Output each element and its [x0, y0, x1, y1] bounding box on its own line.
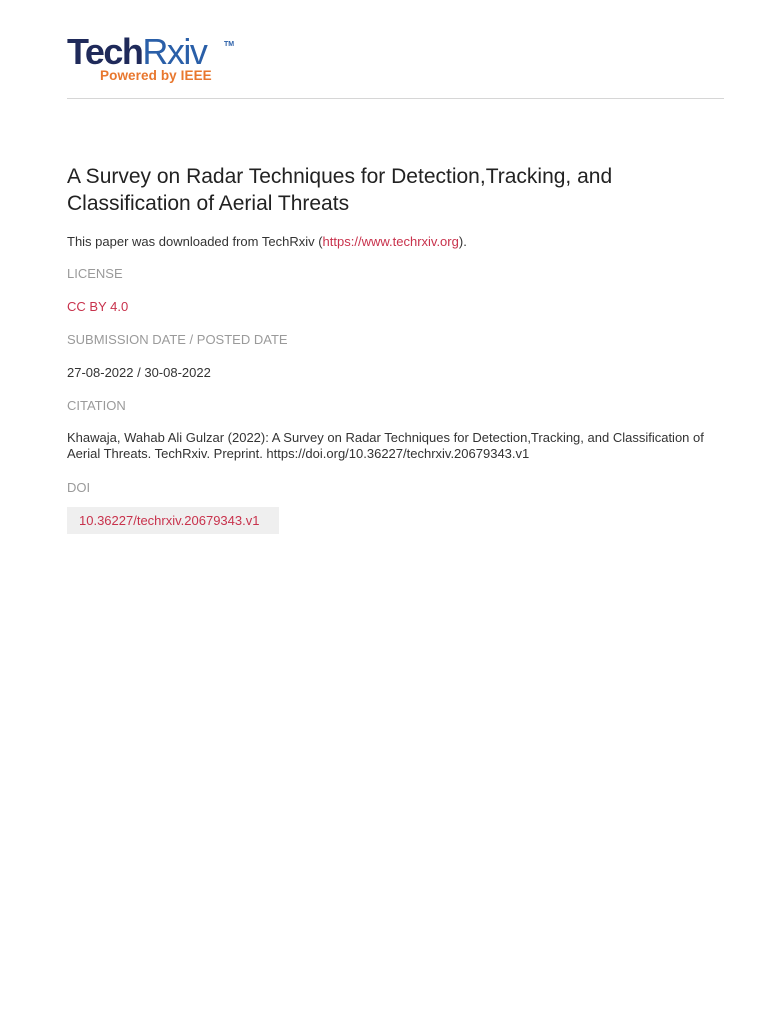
doi-link[interactable]: 10.36227/techrxiv.20679343.v1 [79, 513, 260, 528]
logo-trademark: TM [224, 41, 235, 48]
license-link[interactable]: CC BY 4.0 [67, 299, 129, 314]
citation-text: Khawaja, Wahab Ali Gulzar (2022): A Survey on Radar Techniques for Detection,Tracking, and Classification of Aerial Threats. TechRxiv. Preprint. https://doi.org/10.36227/techrxiv.20679343.v1 [67, 430, 704, 461]
techrxiv-link[interactable]: https://www.techrxiv.org [322, 234, 459, 249]
techrxiv-logo [67, 32, 247, 88]
logo-wordmark [67, 32, 206, 72]
header-divider [67, 98, 724, 99]
download-suffix: ). [458, 234, 467, 249]
download-notice [67, 233, 467, 250]
paper-title: A Survey on Radar Techniques for Detection,Tracking, and Classification of Aerial Threats [67, 165, 613, 215]
logo-rxiv-text: Rxiv [142, 31, 207, 72]
logo-powered-by: Powered by IEEE [100, 68, 212, 83]
logo-tech-text: Tech [67, 31, 143, 72]
dates-label: SUBMISSION DATE / POSTED DATE [67, 332, 288, 347]
citation-label: CITATION [67, 398, 126, 413]
license-label: LICENSE [67, 266, 123, 281]
doi-label: DOI [67, 480, 91, 495]
download-prefix: This paper was downloaded from TechRxiv ( [67, 234, 323, 249]
doi-badge[interactable] [67, 507, 279, 534]
dates-value: 27-08-2022 / 30-08-2022 [67, 365, 211, 380]
